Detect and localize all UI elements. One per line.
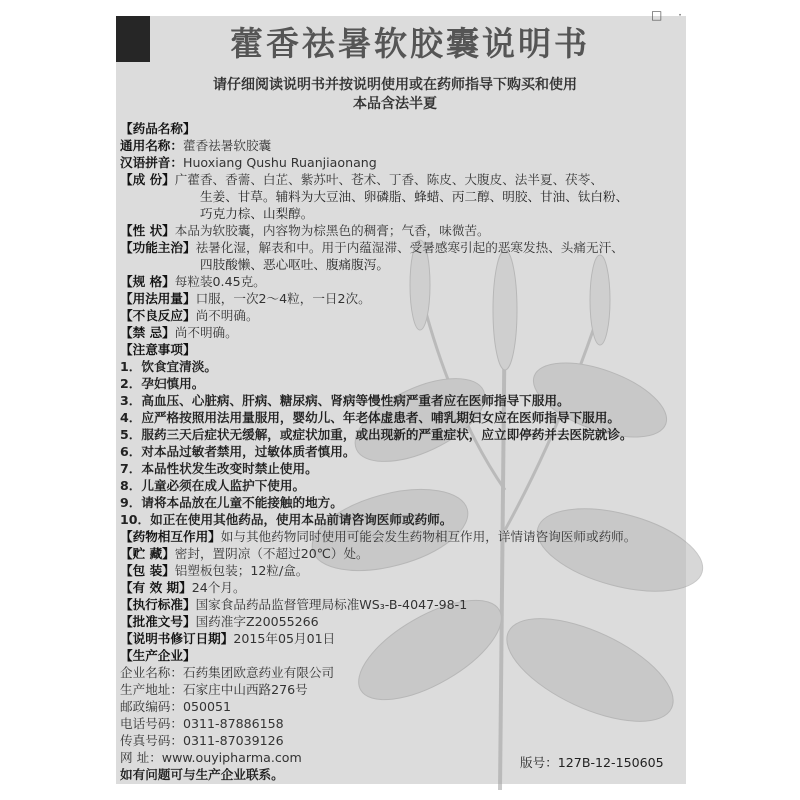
contains-notice: 本品含法半夏: [353, 96, 437, 112]
character-row: 【性 状】本品为软胶囊，内容物为棕黑色的稠膏；气香，味微苦。: [120, 223, 490, 238]
ingredients-line-3: 巧克力棕、山梨醇。: [200, 206, 314, 221]
precaution-item: 7．本品性状发生改变时禁止使用。: [120, 461, 318, 476]
precaution-item: 6．对本品过敏者禁用，过敏体质者慎用。: [120, 444, 356, 459]
manufacturer-header: 【生产企业】: [120, 648, 196, 663]
herb-plant-illustration: [300, 230, 710, 790]
standard-row: 【执行标准】国家食品药品监督管理局标准WS₃-B-4047-98-1: [120, 597, 468, 612]
package-row: 【包 装】铝塑板包装；12粒/盒。: [120, 563, 309, 578]
precaution-item: 2．孕妇慎用。: [120, 376, 205, 391]
drug-name-header: 【药品名称】: [120, 121, 196, 136]
postcode-row: 邮政编码：050051: [120, 699, 232, 714]
precaution-item: 5．服药三天后症状无缓解，或症状加重，或出现新的严重症状，应立即停药并去医院就诊。: [120, 427, 633, 442]
ingredients-line-2: 生姜、甘草。辅料为大豆油、卵磷脂、蜂蜡、丙二醇、明胶、甘油、钛白粉、: [200, 189, 629, 204]
contact-note: 如有问题可与生产企业联系。: [120, 767, 284, 782]
interaction-row: 【药物相互作用】如与其他药物同时使用可能会发生药物相互作用，详情请咨询医师或药师。: [120, 529, 637, 544]
dark-corner-tab: [116, 16, 150, 62]
function-line-2: 四肢酸懒、恶心呕吐、腹痛腹泻。: [200, 257, 389, 272]
contraindication-row: 【禁 忌】尚不明确。: [120, 325, 238, 340]
precaution-item: 3．高血压、心脏病、肝病、糖尿病、肾病等慢性病严重者应在医师指导下服用。: [120, 393, 570, 408]
common-name-row: 通用名称：藿香祛暑软胶囊: [120, 138, 272, 153]
company-row: 企业名称：石药集团欧意药业有限公司: [120, 665, 335, 680]
precaution-item: 9．请将本品放在儿童不能接触的地方。: [120, 495, 343, 510]
address-row: 生产地址：石家庄中山西路276号: [120, 682, 308, 697]
storage-row: 【贮 藏】密封，置阴凉（不超过20℃）处。: [120, 546, 369, 561]
spec-row: 【规 格】每粒装0.45克。: [120, 274, 266, 289]
ingredients-row: 【成 份】广藿香、香薷、白芷、紫苏叶、苍术、丁香、陈皮、大腹皮、法半夏、茯苓、: [120, 172, 603, 187]
revision-row: 【说明书修订日期】2015年05月01日: [120, 631, 336, 646]
approval-row: 【批准文号】国药准字Z20055266: [120, 614, 319, 629]
function-row: 【功能主治】祛暑化湿，解表和中。用于内蕴湿滞、受暑感寒引起的恶寒发热、头痛无汗、: [120, 240, 624, 255]
usage-row: 【用法用量】口服，一次2～4粒，一日2次。: [120, 291, 371, 306]
pinyin-row: 汉语拼音：Huoxiang Qushu Ruanjiaonang: [120, 155, 377, 170]
phone-row: 电话号码：0311-87886158: [120, 716, 284, 731]
website-row: 网 址：www.ouyipharma.com: [120, 750, 302, 765]
precaution-item: 10．如正在使用其他药品，使用本品前请咨询医师或药师。: [120, 512, 453, 527]
validity-row: 【有 效 期】24个月。: [120, 580, 246, 595]
fax-row: 传真号码：0311-87039126: [120, 733, 284, 748]
adverse-row: 【不良反应】尚不明确。: [120, 308, 259, 323]
document-title: 藿香祛暑软胶囊说明书: [230, 24, 590, 63]
reading-notice: 请仔细阅读说明书并按说明使用或在药师指导下购买和使用: [213, 77, 577, 93]
corner-mark: □ ·: [651, 8, 688, 22]
precaution-item: 8．儿童必须在成人监护下使用。: [120, 478, 306, 493]
precaution-item: 4．应严格按照用法用量服用，婴幼儿、年老体虚患者、哺乳期妇女应在医师指导下服用。: [120, 410, 620, 425]
version-number: 版号：127B-12-150605: [520, 755, 664, 770]
precaution-item: 1．饮食宜清淡。: [120, 359, 217, 374]
precautions-header: 【注意事项】: [120, 342, 196, 357]
